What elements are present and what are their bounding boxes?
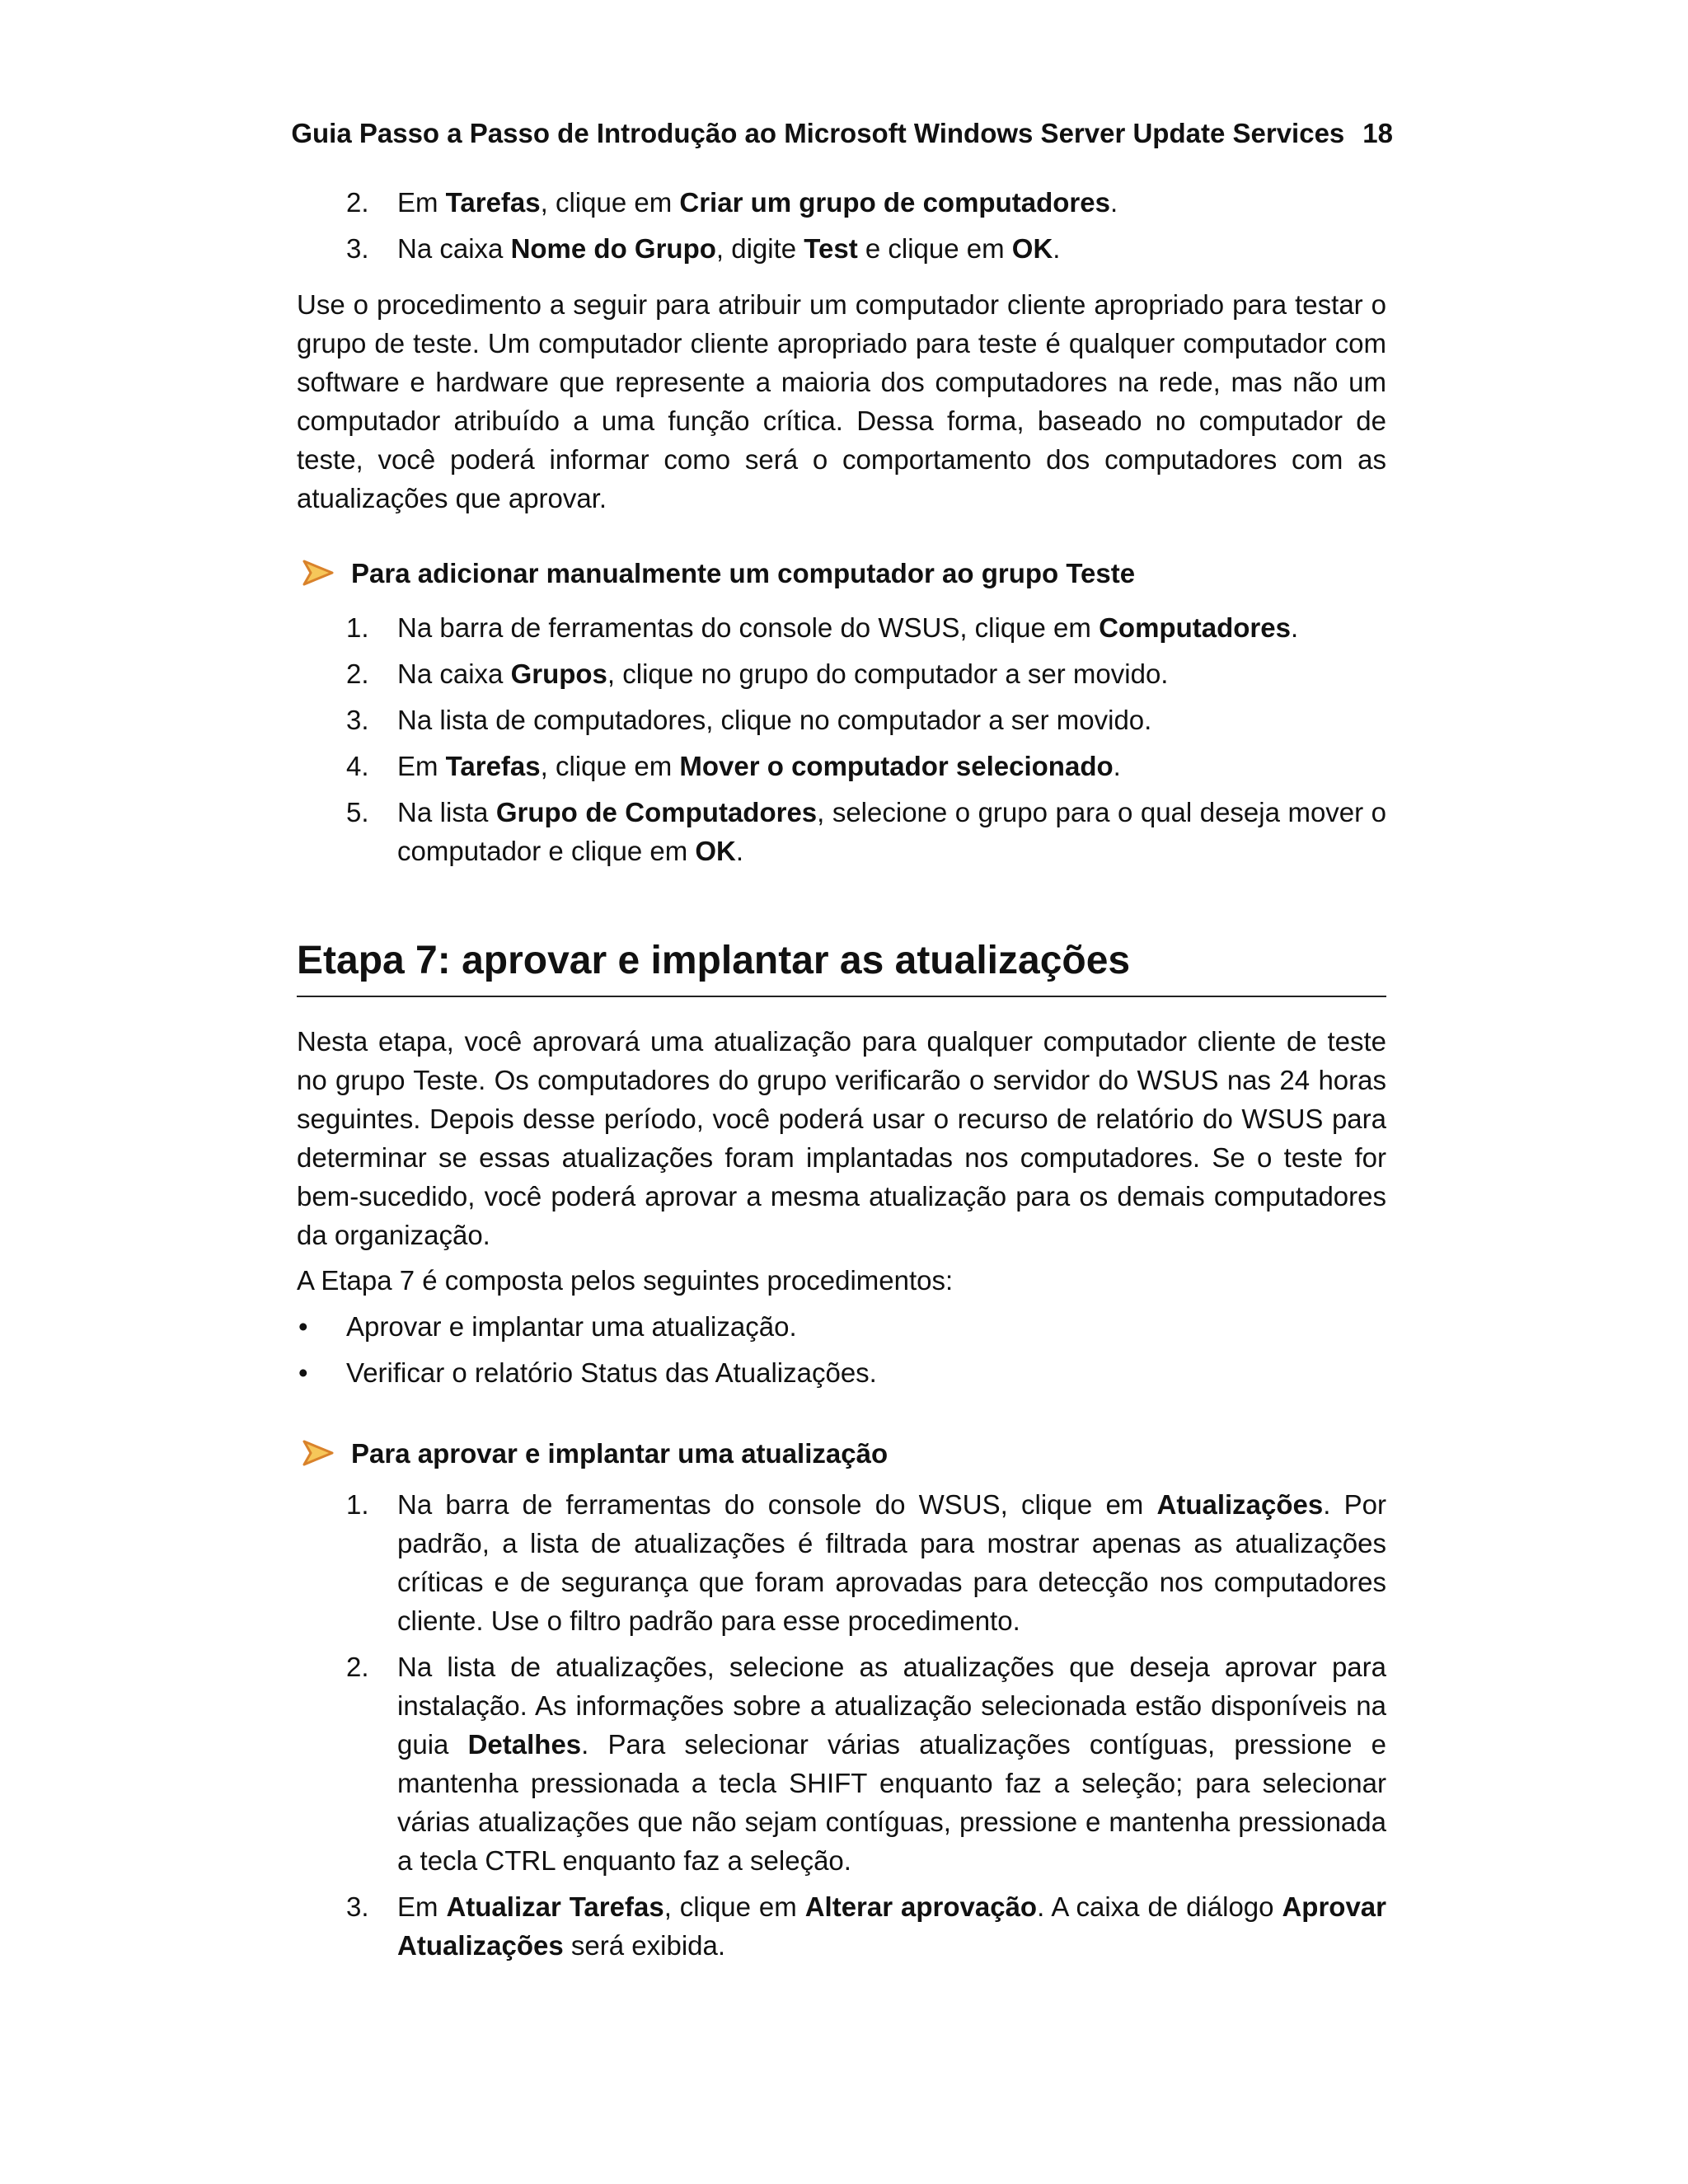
step-number: 5. <box>346 797 369 827</box>
step-text <box>397 233 1060 264</box>
procedure-heading-approve <box>297 1434 1447 1473</box>
bullet-text: Aprovar e implantar uma atualização. <box>346 1311 797 1342</box>
bold-term: Tarefas <box>445 187 541 218</box>
top-step-3 <box>297 229 1393 268</box>
step-number: 1. <box>346 1489 369 1520</box>
text-run: . <box>735 836 744 866</box>
step-text <box>397 658 1168 689</box>
text-run: Em <box>397 1891 447 1922</box>
page-number: 18 <box>1362 118 1393 148</box>
approve-step-2 <box>297 1647 1386 1880</box>
step-number: 1. <box>346 612 369 643</box>
section-title: Etapa 7: aprovar e implantar as atualizações <box>297 936 1386 997</box>
text-run: . <box>1113 751 1121 781</box>
text-run: Na lista de computadores, clique no computador a ser movido. <box>397 705 1152 735</box>
approve-steps <box>297 1485 1386 1972</box>
text-run: Na caixa <box>397 233 511 264</box>
text-run: Na caixa <box>397 658 511 689</box>
text-run: , clique em <box>540 187 680 218</box>
bullet-glyph: • <box>298 1311 308 1342</box>
bullet-item <box>297 1307 1386 1346</box>
text-run: Em <box>397 187 446 218</box>
bold-term: Criar um grupo de computadores <box>679 187 1110 218</box>
bullet-glyph: • <box>298 1357 308 1388</box>
text-run: . <box>1053 233 1061 264</box>
bold-term: Computadores <box>1099 612 1291 643</box>
step-number: 2. <box>346 658 369 689</box>
bold-term: Mover o computador selecionado <box>679 751 1114 781</box>
step-number: 4. <box>346 751 369 781</box>
text-run: , selecione o grupo para o qual deseja mover o computador e clique em <box>397 797 1386 866</box>
bold-term: Test <box>804 233 858 264</box>
text-run: , clique em <box>663 1891 805 1922</box>
step-text <box>397 1489 1386 1636</box>
text-run: Na barra de ferramentas do console do WSUS, clique em <box>397 1489 1157 1520</box>
bold-term: Grupo de Computadores <box>495 797 818 827</box>
running-header <box>272 115 1393 152</box>
procedure-heading-text: Para aprovar e implantar uma atualização <box>351 1438 889 1469</box>
text-run: Em <box>397 751 446 781</box>
text-run: será exibida. <box>563 1930 726 1961</box>
bold-term: Nome do Grupo <box>510 233 716 264</box>
bullet-text: Verificar o relatório Status das Atualizações. <box>346 1357 877 1388</box>
add-step-4 <box>297 747 1386 785</box>
top-steps-list <box>297 183 1393 275</box>
add-step-2 <box>297 654 1386 693</box>
text-run: Na barra de ferramentas do console do WSUS, clique em <box>397 612 1100 643</box>
procedure-arrow-icon <box>302 1439 335 1467</box>
step-number: 3. <box>346 705 369 735</box>
step-text <box>397 1891 1386 1961</box>
text-run: e clique em <box>857 233 1012 264</box>
step7-paragraph: Nesta etapa, você aprovará uma atualização para qualquer computador cliente de teste no grupo Teste. Os computadores do grupo verificarão o servidor do WSUS nas 24 horas seguintes. Depois desse período, você poderá usar o recurso de relatório do WSUS para determinar se essas atualizações foram implantadas nos computadores. Se o teste for bem-sucedido, você poderá aprovar a mesma atualização para os demais computadores da organização. <box>297 1026 1386 1250</box>
procedures-bullet-list <box>297 1307 1386 1399</box>
intro-paragraph: Use o procedimento a seguir para atribuir um computador cliente apropriado para testar o grupo de teste. Um computador cliente apropriado para teste é qualquer computador com software e hardware que represente a maioria dos computadores na rede, mas não um computador atribuído a uma função crítica. Dessa forma, baseado no computador de teste, você poderá informar como será o comportamento dos computadores com as atualizações que aprovar. <box>297 289 1386 513</box>
bold-term: Alterar aprovação <box>804 1891 1038 1922</box>
text-run: , clique no grupo do computador a ser movido. <box>607 658 1169 689</box>
text-run: . Para selecionar várias atualizações contíguas, pressione e mantenha pressionada a tecla SHIFT enquanto faz a seleção; para selecionar várias atualizações que não sejam contíguas, pressione e mantenha pressionada a tecla CTRL enquanto faz a seleção. <box>397 1729 1386 1876</box>
text-run: . A caixa de diálogo <box>1037 1891 1282 1922</box>
step-number: 3. <box>346 1891 369 1922</box>
text-run: , clique em <box>540 751 680 781</box>
procedures-intro: A Etapa 7 é composta pelos seguintes procedimentos: <box>297 1265 954 1296</box>
bold-term: OK <box>1011 233 1053 264</box>
procedure-heading-add-computer <box>297 554 1447 593</box>
step-text <box>397 705 1151 735</box>
step-text <box>397 187 1118 218</box>
step-number: 2. <box>346 187 369 218</box>
approve-step-3 <box>297 1887 1386 1965</box>
add-computer-steps <box>297 608 1386 878</box>
header-title: Guia Passo a Passo de Introdução ao Microsoft Windows Server Update Services <box>291 118 1345 148</box>
bold-term: Aprovar Atualizações <box>397 1891 1386 1961</box>
add-step-1 <box>297 608 1386 647</box>
bold-term: Atualizações <box>1156 1489 1324 1520</box>
text-run: . <box>1290 612 1299 643</box>
text-run: Na lista <box>397 797 496 827</box>
bold-term: Grupos <box>510 658 607 689</box>
step-text <box>397 612 1298 643</box>
bullet-item <box>297 1353 1386 1392</box>
step-number: 3. <box>346 233 369 264</box>
bold-term: OK <box>695 836 736 866</box>
bold-term: Detalhes <box>467 1729 582 1760</box>
text-run: . Por padrão, a lista de atualizações é filtrada para mostrar apenas as atualizações críticas e de segurança que foram aprovadas para detecção nos computadores cliente. Use o filtro padrão para esse procedimento. <box>397 1489 1386 1636</box>
step-text <box>397 797 1386 866</box>
text-run: Na lista de atualizações, selecione as atualizações que deseja aprovar para instalação. As informações sobre a atualização selecionada estão disponíveis na guia <box>397 1652 1386 1760</box>
step-text <box>397 1652 1386 1876</box>
text-run: . <box>1109 187 1118 218</box>
procedure-heading-text: Para adicionar manualmente um computador ao grupo Teste <box>351 558 1136 588</box>
add-step-5 <box>297 793 1386 870</box>
approve-step-1 <box>297 1485 1386 1640</box>
add-step-3 <box>297 701 1386 739</box>
text-run: , digite <box>715 233 804 264</box>
bold-term: Tarefas <box>445 751 541 781</box>
bold-term: Atualizar Tarefas <box>446 1891 664 1922</box>
top-step-2 <box>297 183 1393 222</box>
procedure-arrow-icon <box>302 559 335 587</box>
step-text <box>397 751 1121 781</box>
step-number: 2. <box>346 1652 369 1682</box>
